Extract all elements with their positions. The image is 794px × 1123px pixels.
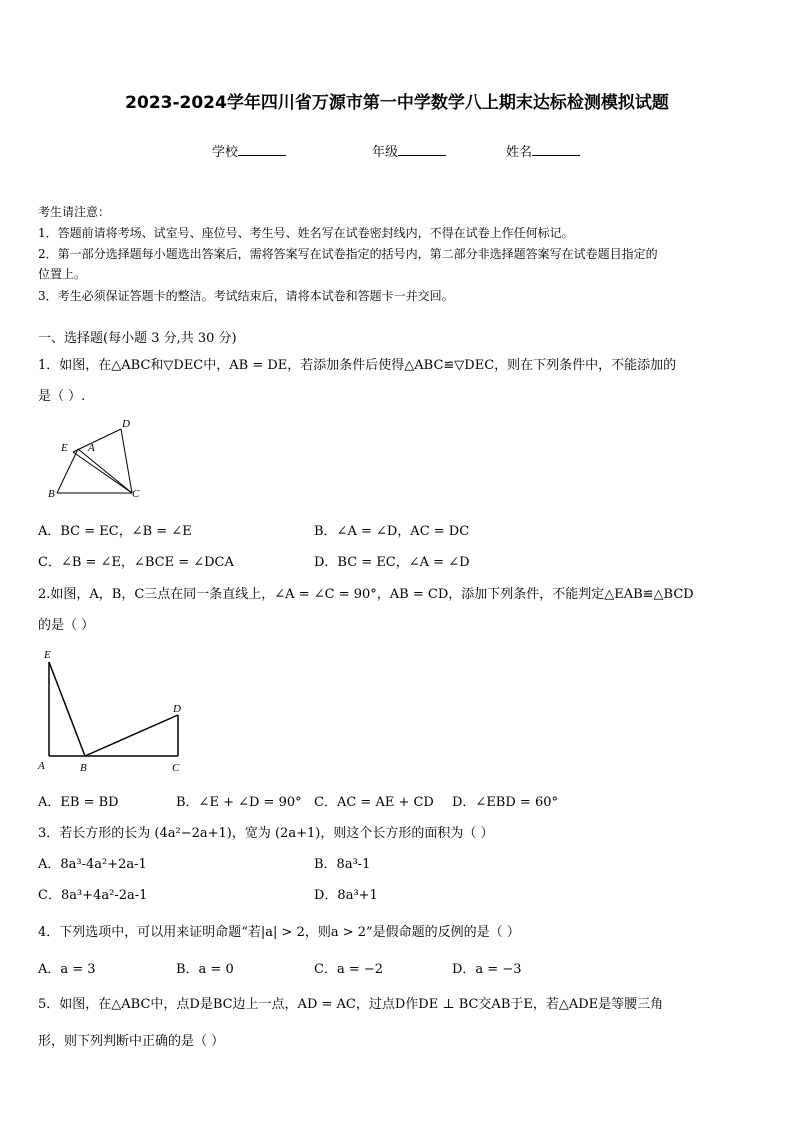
notice-item: 位置上。	[38, 267, 87, 281]
school-field[interactable]	[212, 141, 286, 160]
q4-option-a[interactable]: A．a = 3	[38, 962, 96, 977]
point-label: A	[38, 760, 45, 772]
q5-stem-2: 形，则下列判断中正确的是（ ）	[38, 1034, 225, 1049]
q1-figure	[40, 415, 150, 505]
notice-heading: 考生请注意：	[38, 205, 111, 219]
q1-stem: 1．如图，在△ABC和▽DEC中，AB = DE，若添加条件后使得△ABC≌▽DEC，则在下列条件中，不能添加的	[38, 358, 677, 373]
q1-option-d[interactable]: D．BC = EC，∠A = ∠D	[314, 555, 470, 570]
point-label: A	[88, 442, 95, 454]
grade-field[interactable]	[372, 141, 446, 160]
q5-stem: 5．如图，在△ABC中，点D是BC边上一点，AD = AC，过点D作DE ⊥ BC交AB于E，若△ADE是等腰三角	[38, 997, 664, 1012]
point-label: E	[44, 649, 51, 661]
q1-option-c[interactable]: C．∠B = ∠E，∠BCE = ∠DCA	[38, 555, 234, 570]
q2-option-d[interactable]: D．∠EBD = 60°	[452, 795, 558, 810]
point-label: D	[122, 418, 130, 430]
point-label: E	[61, 442, 68, 454]
q3-option-b[interactable]: B．8a³-1	[314, 857, 371, 872]
q3-option-c[interactable]: C．8a³+4a²-2a-1	[38, 888, 148, 903]
notice-item: 2．第一部分选择题每小题选出答案后，需将答案写在试卷指定的括号内，第二部分非选择题答案写在试卷题目指定的	[38, 247, 658, 261]
q1-stem-2: 是（ ）.	[38, 389, 86, 404]
name-field[interactable]	[506, 141, 580, 160]
school-label: 学校	[212, 145, 239, 160]
notice-item: 1．答题前请将考场、试室号、座位号、考生号、姓名写在试卷密封线内，不得在试卷上作任何标记。	[38, 226, 574, 240]
q4-option-c[interactable]: C．a = −2	[314, 962, 384, 977]
section-heading: 一、选择题(每小题 3 分,共 30 分)	[38, 331, 237, 346]
q4-option-b[interactable]: B．a = 0	[176, 962, 234, 977]
q2-option-c[interactable]: C．AC = AE + CD	[314, 795, 434, 810]
q1-option-b[interactable]: B．∠A = ∠D，AC = DC	[314, 524, 470, 539]
grade-label: 年级	[372, 145, 399, 160]
point-label: C	[132, 488, 140, 500]
notice-item: 3．考生必须保证答题卡的整洁。考试结束后，请将本试卷和答题卡一并交回。	[38, 289, 454, 303]
page-title: 2023-2024学年四川省万源市第一中学数学八上期末达标检测模拟试题	[125, 93, 669, 113]
point-label: B	[80, 762, 87, 774]
q4-option-d[interactable]: D．a = −3	[452, 962, 522, 977]
q3-option-d[interactable]: D．8a³+1	[314, 888, 378, 903]
q3-stem: 3．若长方形的长为 (4a²−2a+1)，宽为 (2a+1)，则这个长方形的面积为（ ）	[38, 826, 494, 841]
point-label: B	[48, 488, 55, 500]
q2-option-b[interactable]: B．∠E + ∠D = 90°	[176, 795, 302, 810]
q2-figure	[36, 645, 196, 775]
name-label: 姓名	[506, 145, 533, 160]
q3-option-a[interactable]: A．8a³-4a²+2a-1	[38, 857, 147, 872]
point-label: C	[172, 762, 180, 774]
point-label: D	[173, 703, 181, 715]
q2-stem: 2.如图，A，B，C三点在同一条直线上，∠A = ∠C = 90°，AB = CD，添加下列条件，不能判定△EAB≌△BCD	[38, 587, 694, 602]
q4-stem: 4．下列选项中，可以用来证明命题“若|a| > 2，则a > 2”是假命题的反例的是（ ）	[38, 925, 520, 940]
q2-option-a[interactable]: A．EB = BD	[38, 795, 119, 810]
q1-option-a[interactable]: A．BC = EC，∠B = ∠E	[38, 524, 192, 539]
q2-stem-2: 的是（ ）	[38, 618, 95, 633]
